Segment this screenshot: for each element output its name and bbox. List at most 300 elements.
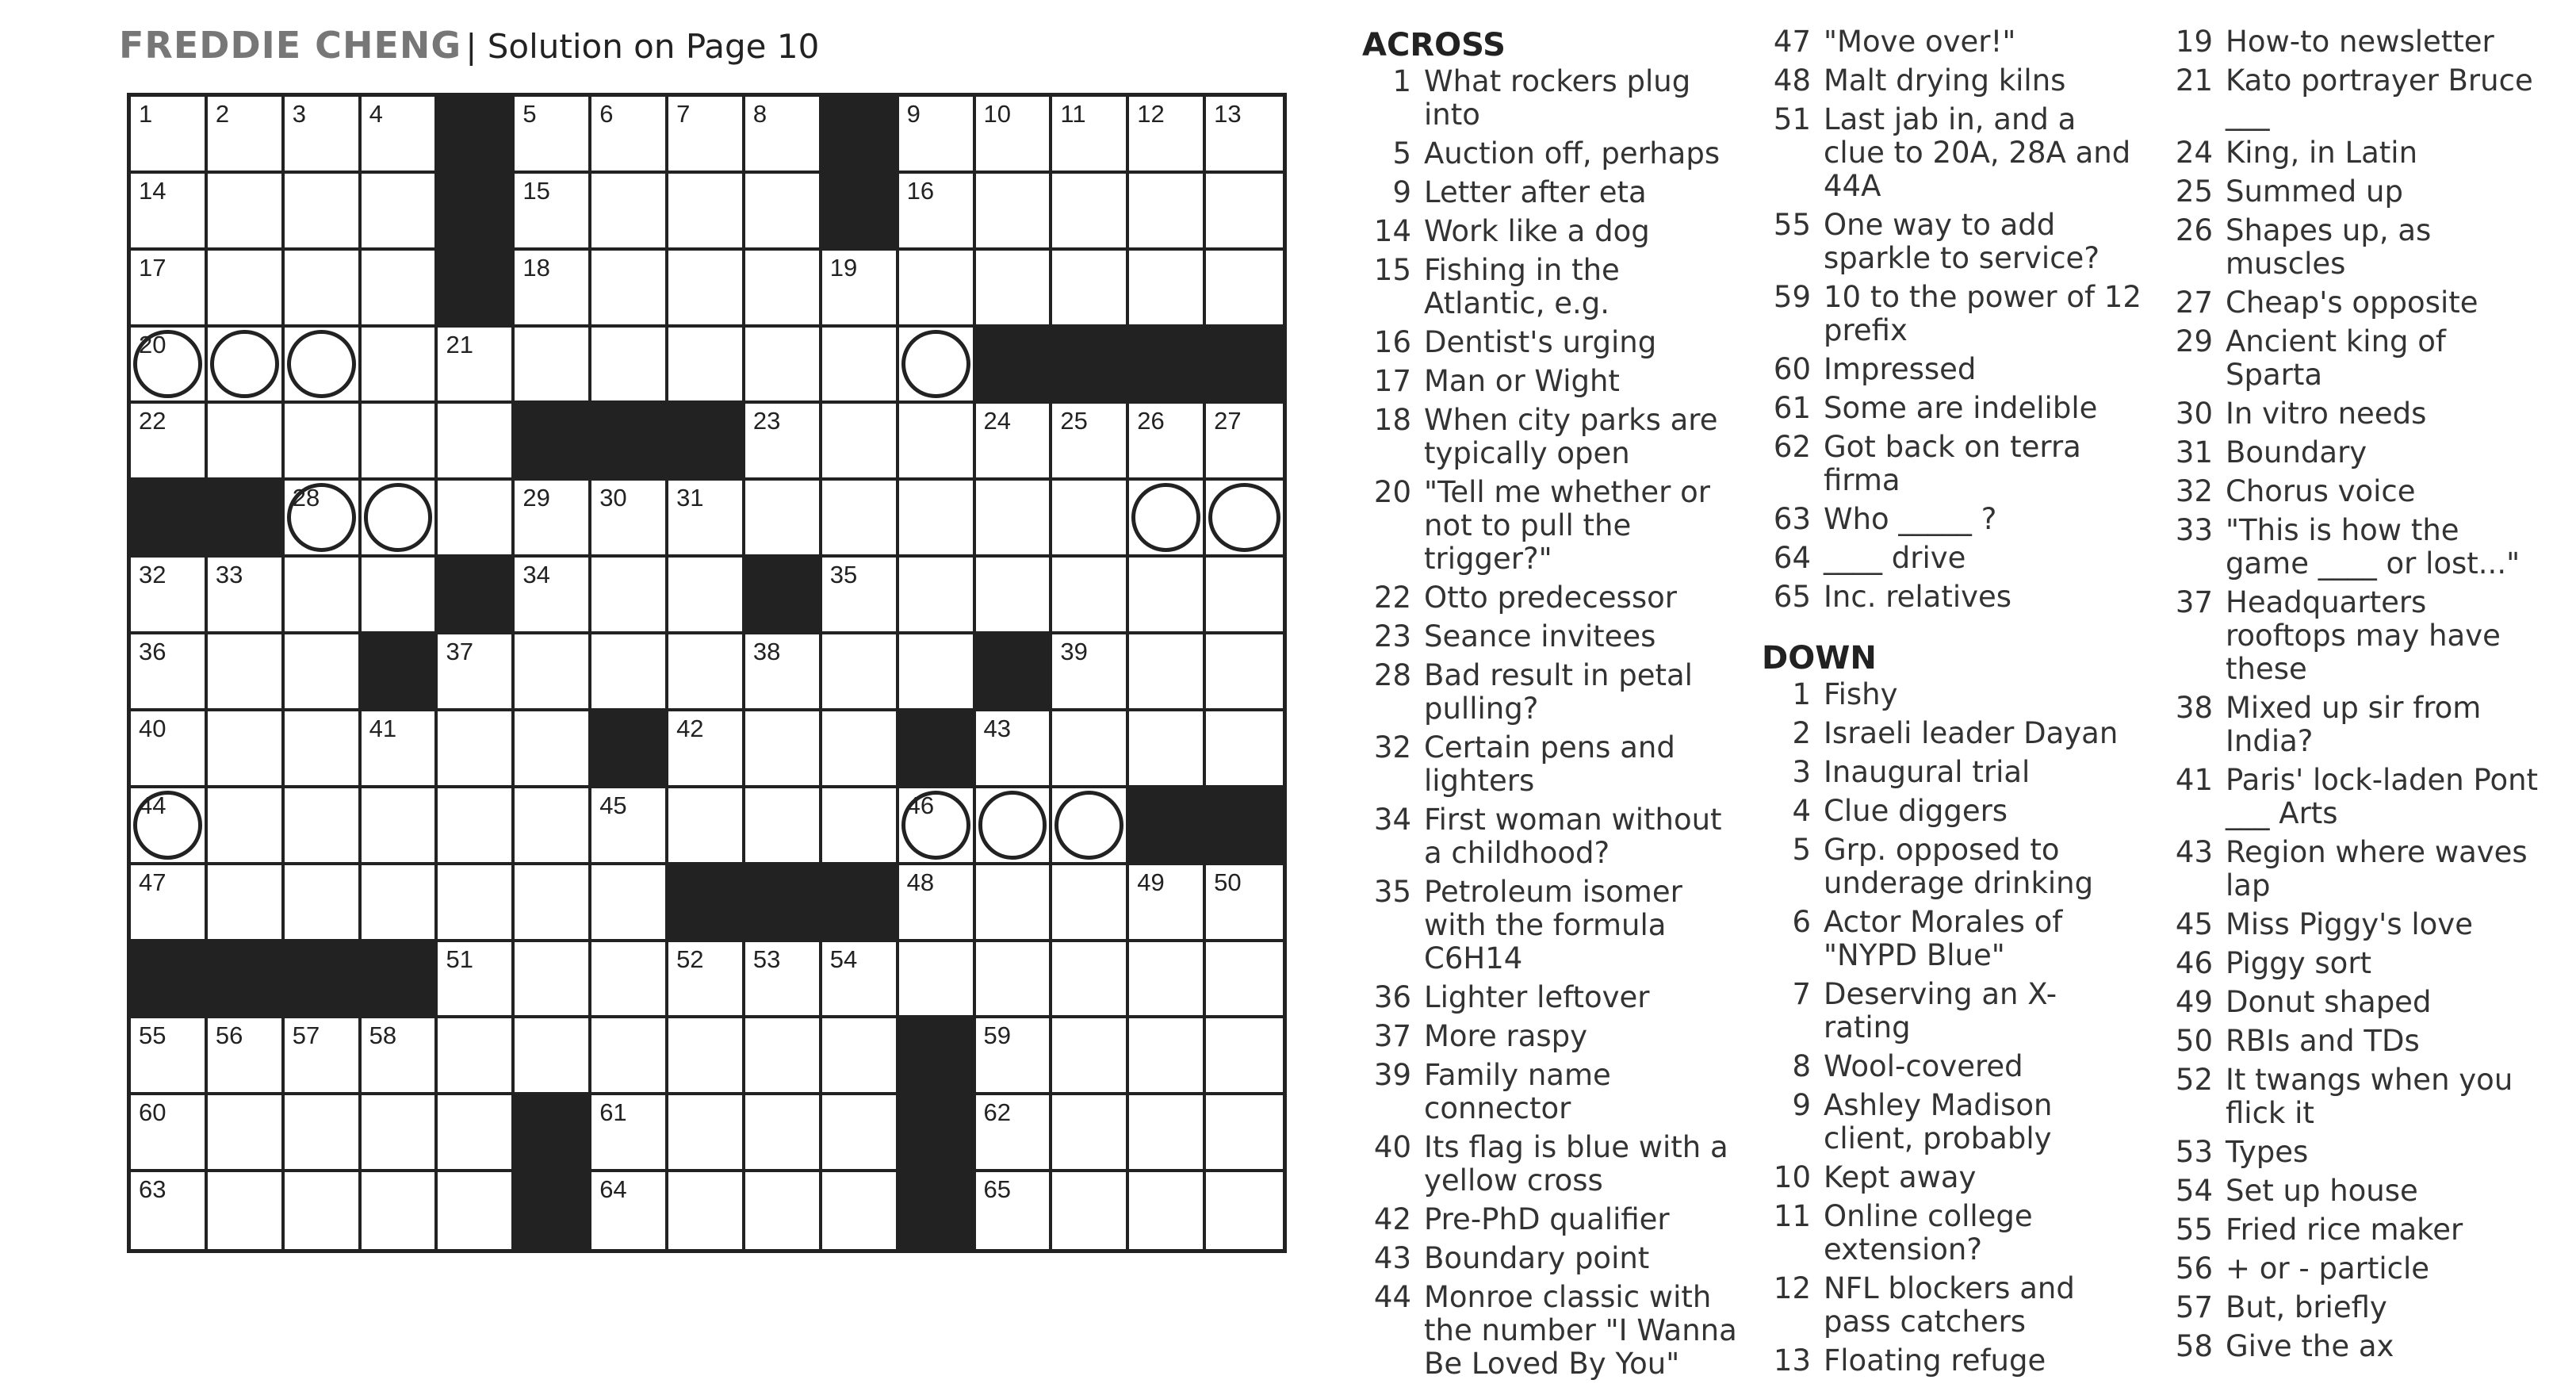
grid-cell[interactable] [131, 328, 208, 404]
grid-cell[interactable] [668, 942, 745, 1019]
clue-text: One way to add sparkle to service? [1824, 208, 2099, 275]
clue-number: 30 [2175, 397, 2213, 431]
grid-cell[interactable] [131, 711, 208, 788]
grid-cell[interactable] [976, 251, 1053, 328]
grid-cell[interactable] [1206, 481, 1283, 558]
clue-number: 39 [1060, 638, 1088, 666]
grid-cell[interactable] [438, 634, 515, 711]
grid-cell[interactable] [131, 404, 208, 481]
grid-cell[interactable] [1206, 1095, 1283, 1172]
across-clue [1362, 176, 1743, 209]
grid-cell[interactable] [515, 711, 591, 788]
grid-cell[interactable] [208, 174, 285, 251]
grid-cell[interactable] [285, 865, 362, 942]
grid-cell[interactable] [1129, 404, 1206, 481]
grid-cell[interactable] [976, 1095, 1053, 1172]
clue-text: Give the ax [2226, 1329, 2394, 1363]
grid-cell[interactable] [362, 1172, 438, 1249]
grid-cell[interactable] [591, 174, 668, 251]
grid-cell[interactable] [285, 1172, 362, 1249]
clue-number: 17 [139, 253, 167, 282]
clue-number: 31 [2175, 435, 2213, 469]
grid-cell[interactable] [515, 558, 591, 634]
grid-cell[interactable] [438, 1095, 515, 1172]
circled-cell-marker [287, 330, 356, 399]
grid-cell[interactable] [1206, 404, 1283, 481]
grid-cell[interactable] [591, 328, 668, 404]
grid-cell[interactable] [591, 1095, 668, 1172]
grid-cell[interactable] [1129, 97, 1206, 174]
grid-cell[interactable] [1129, 174, 1206, 251]
grid-cell[interactable] [899, 788, 976, 865]
grid-cell[interactable] [745, 942, 822, 1019]
grid-cell[interactable] [131, 97, 208, 174]
black-square [976, 634, 1053, 711]
down-clue [2164, 1175, 2544, 1208]
grid-cell[interactable] [822, 251, 899, 328]
across-clue [1362, 1281, 1743, 1381]
grid-cell[interactable] [668, 1172, 745, 1249]
grid-cell[interactable] [1129, 711, 1206, 788]
grid-cell[interactable] [1052, 634, 1129, 711]
across-clue [1362, 404, 1743, 470]
grid-cell[interactable] [515, 251, 591, 328]
clue-text: In vitro needs [2226, 397, 2427, 431]
grid-cell[interactable] [1052, 558, 1129, 634]
clue-number: 5 [1792, 833, 1811, 867]
clue-number: 32 [2175, 474, 2213, 508]
clue-text: 10 to the power of 12 prefix [1824, 280, 2142, 347]
grid-cell[interactable] [362, 558, 438, 634]
grid-cell[interactable] [591, 942, 668, 1019]
grid-cell[interactable] [1052, 174, 1129, 251]
black-square [438, 558, 515, 634]
grid-cell[interactable] [1052, 251, 1129, 328]
clue-number: 9 [1392, 175, 1411, 209]
grid-cell[interactable] [668, 97, 745, 174]
down-clue [1762, 834, 2142, 900]
crossword-grid[interactable] [127, 93, 1287, 1253]
grid-cell[interactable] [1129, 865, 1206, 942]
grid-cell[interactable] [285, 404, 362, 481]
grid-cell[interactable] [1206, 1172, 1283, 1249]
grid-cell[interactable] [438, 942, 515, 1019]
grid-cell[interactable] [131, 634, 208, 711]
grid-cell[interactable] [1206, 634, 1283, 711]
clue-text: Work like a dog [1424, 214, 1650, 248]
clue-number: 37 [2175, 585, 2213, 619]
grid-cell[interactable] [668, 788, 745, 865]
clue-number: 6 [599, 100, 614, 128]
clue-text: Seance invitees [1424, 619, 1656, 653]
across-clue [1362, 1131, 1743, 1198]
clue-number: 31 [676, 484, 704, 512]
clue-text: Got back on terra firma [1824, 430, 2081, 497]
grid-cell[interactable] [976, 404, 1053, 481]
clue-text: Paris' lock-laden Pont ___ Arts [2226, 763, 2539, 830]
grid-cell[interactable] [285, 788, 362, 865]
across-clue [1362, 659, 1743, 726]
across-clue [1362, 1020, 1743, 1053]
clue-number: 27 [1214, 407, 1242, 435]
clue-number: 37 [446, 638, 473, 666]
grid-cell[interactable] [362, 711, 438, 788]
grid-cell[interactable] [1206, 174, 1283, 251]
clue-number: 63 [1773, 502, 1811, 536]
circled-cell-marker [1055, 791, 1123, 860]
grid-cell[interactable] [899, 328, 976, 404]
grid-cell[interactable] [131, 1172, 208, 1249]
grid-cell[interactable] [976, 1172, 1053, 1249]
grid-cell[interactable] [362, 97, 438, 174]
clue-number: 4 [1792, 794, 1811, 828]
grid-cell[interactable] [668, 251, 745, 328]
grid-cell[interactable] [1052, 481, 1129, 558]
clue-text: Auction off, perhaps [1424, 136, 1721, 171]
grid-cell[interactable] [362, 788, 438, 865]
grid-cell[interactable] [1129, 1095, 1206, 1172]
grid-cell[interactable] [362, 404, 438, 481]
grid-cell[interactable] [899, 404, 976, 481]
black-square [976, 328, 1053, 404]
grid-cell[interactable] [668, 558, 745, 634]
grid-cell[interactable] [591, 481, 668, 558]
grid-cell[interactable] [591, 788, 668, 865]
grid-cell[interactable] [131, 251, 208, 328]
across-clue [1362, 254, 1743, 320]
grid-cell[interactable] [208, 1018, 285, 1095]
clue-text: Set up house [2226, 1174, 2418, 1208]
grid-cell[interactable] [1052, 711, 1129, 788]
grid-cell[interactable] [822, 788, 899, 865]
grid-cell[interactable] [822, 481, 899, 558]
down-clue [2164, 1136, 2544, 1169]
clue-text: Types [2226, 1135, 2309, 1169]
grid-cell[interactable] [668, 481, 745, 558]
grid-cell[interactable] [668, 174, 745, 251]
grid-cell[interactable] [591, 865, 668, 942]
grid-cell[interactable] [515, 788, 591, 865]
clue-text: Man or Wight [1424, 364, 1620, 398]
grid-cell[interactable] [515, 942, 591, 1019]
clue-number: 39 [1373, 1058, 1411, 1092]
clue-number: 25 [1060, 407, 1088, 435]
grid-cell[interactable] [1052, 865, 1129, 942]
clue-number: 26 [1137, 407, 1165, 435]
grid-cell[interactable] [131, 174, 208, 251]
grid-cell[interactable] [591, 634, 668, 711]
grid-cell[interactable] [745, 174, 822, 251]
grid-cell[interactable] [591, 1018, 668, 1095]
grid-cell[interactable] [976, 711, 1053, 788]
grid-cell[interactable] [285, 251, 362, 328]
clue-number: 46 [2175, 946, 2213, 980]
grid-cell[interactable] [208, 97, 285, 174]
clue-number: 8 [1792, 1049, 1811, 1083]
black-square [668, 404, 745, 481]
grid-cell[interactable] [822, 1018, 899, 1095]
grid-cell[interactable] [822, 1172, 899, 1249]
clue-text: Pre-PhD qualifier [1424, 1202, 1670, 1236]
grid-cell[interactable] [745, 251, 822, 328]
black-square [899, 1095, 976, 1172]
grid-cell[interactable] [438, 788, 515, 865]
grid-cell[interactable] [1052, 1095, 1129, 1172]
grid-cell[interactable] [1052, 404, 1129, 481]
down-clue [2164, 1330, 2544, 1363]
grid-cell[interactable] [745, 711, 822, 788]
across-clue [1362, 581, 1743, 615]
grid-cell[interactable] [745, 328, 822, 404]
clue-text: Boundary point [1424, 1241, 1650, 1275]
grid-cell[interactable] [515, 634, 591, 711]
clue-number: 22 [139, 407, 167, 435]
grid-cell[interactable] [362, 328, 438, 404]
grid-cell[interactable] [745, 788, 822, 865]
clue-number: 9 [1792, 1088, 1811, 1122]
clue-text: Wool-covered [1824, 1049, 2023, 1083]
grid-cell[interactable] [976, 558, 1053, 634]
grid-cell[interactable] [1129, 1172, 1206, 1249]
clue-number: 22 [1373, 581, 1411, 615]
grid-cell[interactable] [438, 481, 515, 558]
clue-number: 23 [1373, 619, 1411, 653]
clue-number: 62 [983, 1098, 1012, 1127]
grid-cell[interactable] [591, 97, 668, 174]
grid-cell[interactable] [822, 711, 899, 788]
grid-cell[interactable] [1052, 1018, 1129, 1095]
grid-cell[interactable] [438, 1018, 515, 1095]
clue-number: 40 [139, 714, 167, 742]
clue-number: 60 [1773, 352, 1811, 386]
grid-cell[interactable] [668, 328, 745, 404]
down-clue [2164, 908, 2544, 941]
clue-text: Bad result in petal pulling? [1424, 658, 1693, 726]
grid-cell[interactable] [208, 1172, 285, 1249]
grid-cell[interactable] [438, 328, 515, 404]
grid-cell[interactable] [515, 174, 591, 251]
grid-cell[interactable] [285, 1095, 362, 1172]
down-clue [2164, 1252, 2544, 1286]
grid-cell[interactable] [1129, 634, 1206, 711]
grid-cell[interactable] [515, 97, 591, 174]
grid-cell[interactable] [745, 1172, 822, 1249]
down-clue [2164, 692, 2544, 758]
grid-cell[interactable] [131, 865, 208, 942]
grid-cell[interactable] [438, 404, 515, 481]
grid-cell[interactable] [1129, 1018, 1206, 1095]
grid-cell[interactable] [208, 711, 285, 788]
clue-number: 6 [1792, 905, 1811, 939]
grid-cell[interactable] [515, 1018, 591, 1095]
black-square [899, 1018, 976, 1095]
clue-number: 65 [1773, 580, 1811, 614]
black-square [591, 711, 668, 788]
black-square [208, 942, 285, 1019]
clue-number: 36 [139, 638, 167, 666]
grid-cell[interactable] [285, 558, 362, 634]
clue-number: 57 [2175, 1290, 2213, 1324]
grid-cell[interactable] [976, 174, 1053, 251]
grid-cell[interactable] [1206, 558, 1283, 634]
grid-cell[interactable] [1206, 942, 1283, 1019]
grid-cell[interactable] [976, 97, 1053, 174]
grid-cell[interactable] [822, 558, 899, 634]
across-clue [1762, 392, 2142, 425]
grid-cell[interactable] [362, 1095, 438, 1172]
author-name: FREDDIE CHENG [119, 24, 462, 67]
grid-cell[interactable] [1129, 251, 1206, 328]
clue-text: But, briefly [2226, 1290, 2387, 1324]
down-clue [2164, 325, 2544, 392]
clue-number: 52 [676, 945, 704, 973]
down-clue [1762, 678, 2142, 711]
clue-number: 50 [1214, 868, 1242, 896]
grid-cell[interactable] [899, 97, 976, 174]
grid-cell[interactable] [745, 97, 822, 174]
clue-number: 28 [1373, 658, 1411, 692]
clue-number: 27 [2175, 286, 2213, 320]
grid-cell[interactable] [131, 1018, 208, 1095]
grid-cell[interactable] [362, 481, 438, 558]
grid-cell[interactable] [899, 942, 976, 1019]
grid-cell[interactable] [1052, 788, 1129, 865]
black-square [1052, 328, 1129, 404]
grid-cell[interactable] [745, 1095, 822, 1172]
clue-text: Miss Piggy's love [2226, 907, 2473, 941]
grid-cell[interactable] [438, 865, 515, 942]
grid-cell[interactable] [131, 1095, 208, 1172]
grid-cell[interactable] [285, 97, 362, 174]
grid-cell[interactable] [131, 788, 208, 865]
grid-cell[interactable] [208, 404, 285, 481]
clue-number: 20 [139, 330, 167, 358]
grid-cell[interactable] [285, 481, 362, 558]
grid-cell[interactable] [208, 865, 285, 942]
grid-cell[interactable] [1206, 1018, 1283, 1095]
circled-cell-marker [1131, 483, 1200, 552]
grid-cell[interactable] [208, 1095, 285, 1172]
down-clues-part-2 [2164, 25, 2544, 1363]
clue-number: 53 [752, 945, 781, 973]
grid-cell[interactable] [131, 558, 208, 634]
clue-number: 44 [1373, 1280, 1411, 1314]
grid-cell[interactable] [976, 788, 1053, 865]
clue-number: 54 [829, 945, 858, 973]
across-clues-part-1 [1362, 65, 1743, 1381]
circled-cell-marker [901, 330, 970, 399]
grid-cell[interactable] [285, 1018, 362, 1095]
grid-cell[interactable] [899, 558, 976, 634]
clue-text: Shapes up, as muscles [2226, 213, 2432, 281]
grid-cell[interactable] [822, 942, 899, 1019]
grid-cell[interactable] [976, 865, 1053, 942]
grid-cell[interactable] [668, 1095, 745, 1172]
grid-cell[interactable] [745, 1018, 822, 1095]
grid-cell[interactable] [591, 251, 668, 328]
grid-cell[interactable] [515, 481, 591, 558]
grid-cell[interactable] [1129, 942, 1206, 1019]
grid-cell[interactable] [362, 251, 438, 328]
grid-cell[interactable] [285, 328, 362, 404]
grid-cell[interactable] [976, 1018, 1053, 1095]
clue-number: 48 [1773, 63, 1811, 98]
grid-cell[interactable] [208, 558, 285, 634]
grid-cell[interactable] [438, 711, 515, 788]
grid-cell[interactable] [515, 865, 591, 942]
grid-cell[interactable] [208, 788, 285, 865]
grid-cell[interactable] [668, 1018, 745, 1095]
down-clue [2164, 136, 2544, 170]
clue-text: Mixed up sir from India? [2226, 691, 2482, 758]
grid-cell[interactable] [1052, 942, 1129, 1019]
clue-number: 21 [2175, 63, 2213, 98]
grid-cell[interactable] [1052, 97, 1129, 174]
page-header [119, 24, 819, 71]
grid-cell[interactable] [1052, 1172, 1129, 1249]
grid-cell[interactable] [745, 404, 822, 481]
black-square [131, 942, 208, 1019]
grid-cell[interactable] [1206, 251, 1283, 328]
clue-number: 9 [906, 100, 921, 128]
grid-cell[interactable] [822, 404, 899, 481]
clue-number: 23 [752, 407, 781, 435]
grid-cell[interactable] [1129, 481, 1206, 558]
grid-cell[interactable] [976, 942, 1053, 1019]
grid-cell[interactable] [899, 865, 976, 942]
grid-cell[interactable] [899, 481, 976, 558]
grid-cell[interactable] [1129, 558, 1206, 634]
black-square [1129, 788, 1206, 865]
clue-number: 58 [369, 1021, 397, 1050]
grid-cell[interactable] [591, 1172, 668, 1249]
grid-cell[interactable] [668, 634, 745, 711]
grid-cell[interactable] [1206, 97, 1283, 174]
grid-cell[interactable] [208, 634, 285, 711]
grid-cell[interactable] [438, 1172, 515, 1249]
grid-cell[interactable] [362, 1018, 438, 1095]
grid-cell[interactable] [822, 1095, 899, 1172]
grid-cell[interactable] [1206, 711, 1283, 788]
clue-number: 54 [2175, 1174, 2213, 1208]
grid-cell[interactable] [1206, 865, 1283, 942]
grid-cell[interactable] [668, 711, 745, 788]
grid-cell[interactable] [899, 251, 976, 328]
grid-cell[interactable] [591, 558, 668, 634]
grid-cell[interactable] [208, 251, 285, 328]
grid-cell[interactable] [362, 174, 438, 251]
grid-cell[interactable] [745, 481, 822, 558]
grid-cell[interactable] [822, 328, 899, 404]
grid-cell[interactable] [822, 634, 899, 711]
clue-text: Floating refuge [1824, 1343, 2046, 1378]
grid-cell[interactable] [208, 328, 285, 404]
grid-cell[interactable] [976, 481, 1053, 558]
clue-text: RBIs and TDs [2226, 1024, 2420, 1058]
grid-cell[interactable] [899, 634, 976, 711]
grid-cell[interactable] [285, 711, 362, 788]
grid-cell[interactable] [362, 865, 438, 942]
grid-cell[interactable] [899, 174, 976, 251]
down-clue [2164, 514, 2544, 581]
grid-cell[interactable] [515, 328, 591, 404]
black-square [745, 558, 822, 634]
grid-cell[interactable] [285, 174, 362, 251]
grid-cell[interactable] [745, 634, 822, 711]
grid-cell[interactable] [285, 634, 362, 711]
across-heading: ACROSS [1362, 27, 1506, 63]
down-clue [2164, 986, 2544, 1019]
